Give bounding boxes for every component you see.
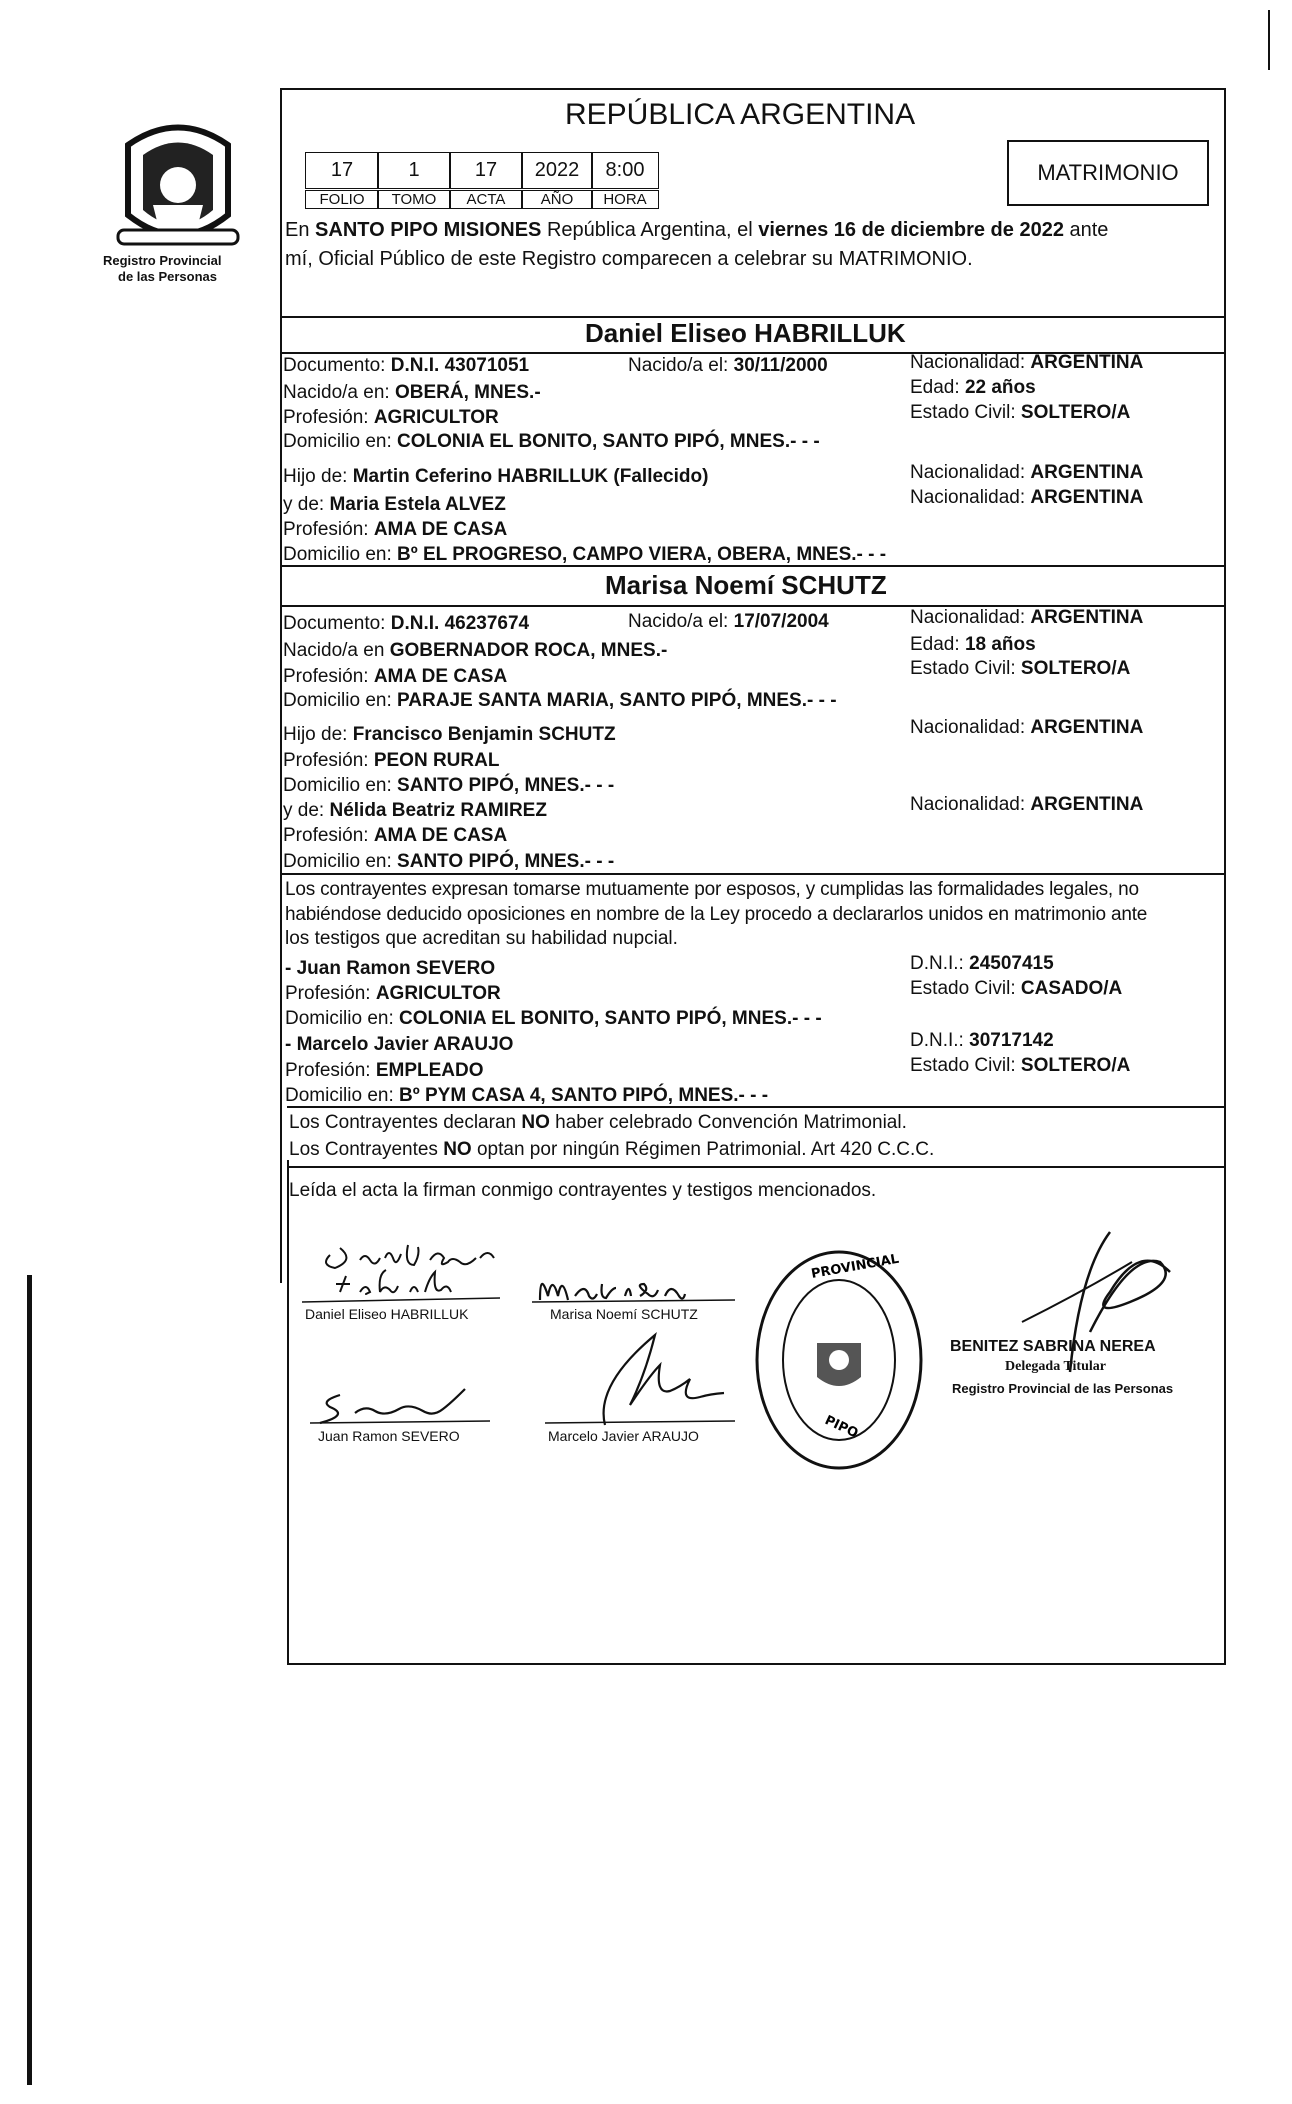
witness-2-name: - Marcelo Javier ARAUJO — [285, 1034, 514, 1055]
bride-addr-value: PARAJE SANTA MARIA, SANTO PIPÓ, MNES.- - - — [397, 690, 837, 711]
declaration-line-3: los testigos que acreditan su habilidad nupcial. — [285, 928, 678, 949]
groom-born-value: 30/11/2000 — [733, 355, 828, 376]
intro-line-1 — [285, 219, 1108, 241]
bride-father-value: Francisco Benjamin SCHUTZ — [352, 724, 616, 745]
intro-ante: ante — [1069, 219, 1109, 241]
groom-addr — [283, 431, 820, 453]
official-role: Delegada Titular — [1005, 1359, 1106, 1374]
groom-prof-value: AGRICULTOR — [373, 407, 499, 428]
witness-1-prof-value: AGRICULTOR — [375, 983, 501, 1004]
groom-parents-addr-label: Domicilio en: — [283, 544, 392, 565]
groom-age-value: 22 años — [964, 377, 1036, 398]
convention-line-1 — [289, 1112, 907, 1134]
intro-country: República Argentina, el — [546, 219, 753, 241]
bride-prof — [283, 666, 507, 688]
groom-mother-value: Maria Estela ALVEZ — [329, 494, 506, 515]
bride-mother-nat-label: Nacionalidad: — [910, 794, 1026, 815]
bride-father-prof-label: Profesión: — [283, 750, 369, 771]
bride-birthplace — [283, 640, 667, 662]
rule-bride-top — [280, 565, 1226, 567]
groom-doc-value: D.N.I. 43071051 — [390, 355, 530, 376]
witness-1-addr-value: COLONIA EL BONITO, SANTO PIPÓ, MNES.- - - — [399, 1008, 822, 1029]
witness-1-prof — [285, 983, 501, 1005]
bride-mother-addr-value: SANTO PIPÓ, MNES.- - - — [397, 851, 615, 872]
witness-1-civil-label: Estado Civil: — [910, 978, 1016, 999]
witness-1-name: - Juan Ramon SEVERO — [285, 958, 496, 979]
groom-mother-nat-value: ARGENTINA — [1030, 487, 1144, 508]
groom-father-label: Hijo de: — [283, 466, 348, 487]
frame-top — [280, 88, 1224, 90]
witness-2-dni-label: D.N.I.: — [910, 1030, 964, 1051]
groom-mother — [283, 494, 506, 516]
right-margin-rule — [1268, 10, 1270, 70]
folio-label: FOLIO — [305, 190, 379, 209]
bride-civil-label: Estado Civil: — [910, 658, 1016, 679]
bride-mother-addr-label: Domicilio en: — [283, 851, 392, 872]
bride-mother-prof — [283, 825, 507, 847]
intro-en: En — [285, 219, 310, 241]
declaration-line-2: habiéndose deducido oposiciones en nombre de la Ley procedo a declararlos unidos en matrimonio ante — [285, 904, 1148, 925]
groom-mother-prof — [283, 519, 507, 541]
logo-caption-1: Registro Provincial — [103, 253, 222, 268]
bride-doc-value: D.N.I. 46237674 — [390, 613, 530, 634]
groom-civil-value: SOLTERO/A — [1020, 402, 1131, 423]
groom-birthplace — [283, 382, 541, 404]
registry-logo — [108, 115, 248, 265]
witness-2-prof-label: Profesión: — [285, 1060, 371, 1081]
groom-prof-label: Profesión: — [283, 407, 369, 428]
bride-birthplace-value: GOBERNADOR ROCA, MNES.- — [389, 640, 668, 661]
groom-addr-value: COLONIA EL BONITO, SANTO PIPÓ, MNES.- - - — [397, 431, 820, 452]
groom-mother-prof-value: AMA DE CASA — [373, 519, 508, 540]
svg-text:PIPO: PIPO — [822, 1413, 861, 1442]
witness-2-signature — [545, 1325, 745, 1435]
groom-doc — [283, 355, 529, 377]
witness-1-dni-label: D.N.I.: — [910, 953, 964, 974]
left-margin-rule — [27, 1275, 32, 2085]
tomo-label: TOMO — [377, 190, 451, 209]
bride-prof-label: Profesión: — [283, 666, 369, 687]
groom-signature-caption: Daniel Eliseo HABRILLUK — [305, 1306, 469, 1322]
bride-nat — [910, 607, 1143, 629]
frame-left-top — [280, 88, 282, 1283]
acta-label: ACTA — [449, 190, 523, 209]
official-org: Registro Provincial de las Personas — [952, 1381, 1174, 1396]
groom-nat — [910, 352, 1143, 374]
bride-nat-value: ARGENTINA — [1030, 607, 1144, 628]
bride-father-prof — [283, 750, 499, 772]
rule-closing-top — [287, 1166, 1226, 1168]
witness-1-prof-label: Profesión: — [285, 983, 371, 1004]
bride-father-addr — [283, 775, 614, 797]
bride-civil-value: SOLTERO/A — [1020, 658, 1131, 679]
groom-parents-addr-value: Bº EL PROGRESO, CAMPO VIERA, OBERA, MNES.- - - — [397, 544, 887, 565]
groom-father-value: Martin Ceferino HABRILLUK (Fallecido) — [352, 466, 709, 487]
declaration-line-1: Los contrayentes expresan tomarse mutuamente por esposos, y cumplidas las formalidades legales, no — [285, 879, 1139, 900]
bride-father-nat-value: ARGENTINA — [1030, 717, 1144, 738]
bride-birthplace-label: Nacido/a en — [283, 640, 385, 661]
witness-1-civil-value: CASADO/A — [1020, 978, 1123, 999]
bride-father-addr-label: Domicilio en: — [283, 775, 392, 796]
bride-civil — [910, 658, 1130, 680]
witness-2-addr — [285, 1085, 768, 1107]
witness-2-addr-value: Bº PYM CASA 4, SANTO PIPÓ, MNES.- - - — [399, 1085, 769, 1106]
convention-2b: NO — [443, 1139, 472, 1160]
groom-age — [910, 377, 1036, 399]
bride-addr-label: Domicilio en: — [283, 690, 392, 711]
bride-mother-value: Nélida Beatriz RAMIREZ — [329, 800, 547, 821]
frame-left-bottom — [287, 1160, 289, 1665]
groom-civil-label: Estado Civil: — [910, 402, 1016, 423]
logo-caption-2: de las Personas — [118, 269, 217, 284]
witness-2-civil-value: SOLTERO/A — [1020, 1055, 1131, 1076]
groom-addr-label: Domicilio en: — [283, 431, 392, 452]
witness-2-prof-value: EMPLEADO — [375, 1060, 484, 1081]
witness-1-dni-value: 24507415 — [969, 953, 1054, 974]
document-title: REPÚBLICA ARGENTINA — [565, 98, 916, 131]
groom-civil — [910, 402, 1130, 424]
svg-text:PROVINCIAL: PROVINCIAL — [810, 1251, 901, 1282]
official-name: BENITEZ SABRINA NEREA — [950, 1338, 1156, 1355]
bride-father-label: Hijo de: — [283, 724, 348, 745]
groom-name: Daniel Eliseo HABRILLUK — [585, 318, 906, 348]
convention-line-2 — [289, 1139, 934, 1161]
groom-doc-label: Documento: — [283, 355, 386, 376]
rule-convention-top — [287, 1106, 1226, 1108]
bride-mother-prof-value: AMA DE CASA — [373, 825, 508, 846]
shield-emblem-icon — [108, 115, 248, 265]
groom-parents-addr — [283, 544, 886, 566]
groom-prof — [283, 407, 499, 429]
bride-addr — [283, 690, 837, 712]
groom-nat-label: Nacionalidad: — [910, 352, 1026, 373]
bride-mother-label: y de: — [283, 800, 325, 821]
intro-place: SANTO PIPO MISIONES — [315, 219, 542, 241]
rule-declaration-top — [280, 873, 1226, 875]
frame-right — [1224, 88, 1226, 1665]
anio-label: AÑO — [521, 190, 593, 209]
witness-1-addr-label: Domicilio en: — [285, 1008, 394, 1029]
witness-2-prof — [285, 1060, 484, 1082]
folio-value: 17 — [305, 152, 379, 189]
groom-mother-prof-label: Profesión: — [283, 519, 369, 540]
closing-text: Leída el acta la firman conmigo contrayentes y testigos mencionados. — [289, 1180, 877, 1201]
witness-1-signature-caption: Juan Ramon SEVERO — [318, 1428, 460, 1444]
bride-father-prof-value: PEON RURAL — [373, 750, 500, 771]
frame-bottom — [287, 1663, 1226, 1665]
convention-2a: Los Contrayentes — [289, 1139, 438, 1160]
act-type-box: MATRIMONIO — [1007, 140, 1209, 206]
convention-1b: NO — [521, 1112, 550, 1133]
witness-2-signature-caption: Marcelo Javier ARAUJO — [548, 1428, 699, 1444]
bride-father-nat — [910, 717, 1143, 739]
bride-name: Marisa Noemí SCHUTZ — [605, 570, 887, 600]
groom-mother-label: y de: — [283, 494, 325, 515]
tomo-value: 1 — [377, 152, 451, 189]
witness-2-civil — [910, 1055, 1130, 1077]
anio-value: 2022 — [521, 152, 593, 189]
witness-1-dni — [910, 953, 1054, 975]
intro-date: viernes 16 de diciembre de 2022 — [758, 219, 1064, 241]
official-seal — [752, 1248, 927, 1473]
bride-born-label: Nacido/a el: — [628, 611, 729, 632]
bride-born — [628, 611, 829, 633]
acta-value: 17 — [449, 152, 523, 189]
groom-father-nat-value: ARGENTINA — [1030, 462, 1144, 483]
hora-label: HORA — [591, 190, 659, 209]
groom-mother-nat — [910, 487, 1143, 509]
groom-mother-nat-label: Nacionalidad: — [910, 487, 1026, 508]
groom-nat-value: ARGENTINA — [1030, 352, 1144, 373]
bride-father-addr-value: SANTO PIPÓ, MNES.- - - — [397, 775, 615, 796]
witness-2-dni — [910, 1030, 1054, 1052]
groom-born-label: Nacido/a el: — [628, 355, 729, 376]
bride-prof-value: AMA DE CASA — [373, 666, 508, 687]
witness-1-civil — [910, 978, 1122, 1000]
bride-father-nat-label: Nacionalidad: — [910, 717, 1026, 738]
groom-born — [628, 355, 828, 377]
bride-father — [283, 724, 616, 746]
hora-value: 8:00 — [591, 152, 659, 189]
intro-line-2: mí, Oficial Público de este Registro comparecen a celebrar su MATRIMONIO. — [285, 248, 973, 270]
bride-mother-prof-label: Profesión: — [283, 825, 369, 846]
convention-1a: Los Contrayentes declaran — [289, 1112, 517, 1133]
bride-age-label: Edad: — [910, 634, 960, 655]
groom-father-nat — [910, 462, 1143, 484]
bride-mother — [283, 800, 547, 822]
bride-doc — [283, 613, 529, 635]
groom-birthplace-label: Nacido/a en: — [283, 382, 390, 403]
witness-2-dni-value: 30717142 — [969, 1030, 1054, 1051]
bride-mother-nat — [910, 794, 1143, 816]
bride-mother-addr — [283, 851, 614, 873]
groom-father-nat-label: Nacionalidad: — [910, 462, 1026, 483]
convention-1c: haber celebrado Convención Matrimonial. — [555, 1112, 907, 1133]
witness-2-addr-label: Domicilio en: — [285, 1085, 394, 1106]
witness-2-civil-label: Estado Civil: — [910, 1055, 1016, 1076]
groom-birthplace-value: OBERÁ, MNES.- — [394, 382, 541, 403]
bride-signature-caption: Marisa Noemí SCHUTZ — [550, 1306, 698, 1322]
bride-nat-label: Nacionalidad: — [910, 607, 1026, 628]
bride-mother-nat-value: ARGENTINA — [1030, 794, 1144, 815]
bride-age-value: 18 años — [964, 634, 1036, 655]
witness-1-addr — [285, 1008, 822, 1030]
convention-2c: optan por ningún Régimen Patrimonial. Art 420 C.C.C. — [476, 1139, 935, 1160]
bride-born-value: 17/07/2004 — [733, 611, 829, 632]
groom-age-label: Edad: — [910, 377, 960, 398]
groom-father — [283, 466, 708, 488]
bride-age — [910, 634, 1036, 656]
bride-doc-label: Documento: — [283, 613, 386, 634]
